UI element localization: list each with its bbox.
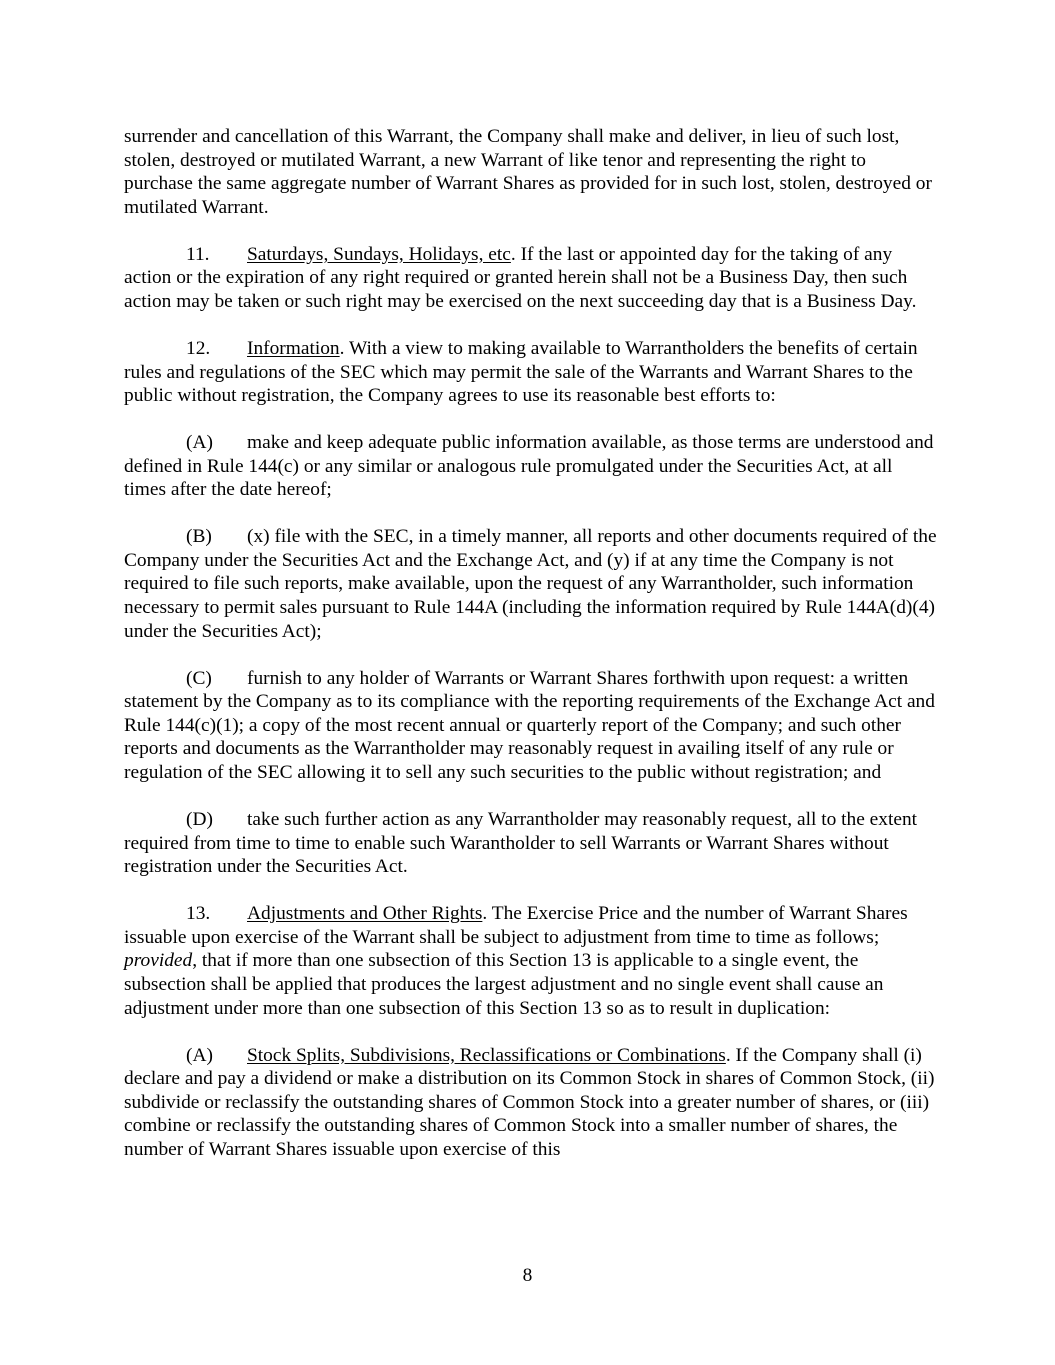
item-label: (B) xyxy=(186,526,212,548)
document-page xyxy=(124,125,939,1185)
section-13-item-a xyxy=(124,1044,939,1162)
section-11 xyxy=(124,243,939,314)
section-12-item-c xyxy=(124,667,939,785)
section-11-heading: Saturdays, Sundays, Holidays, etc xyxy=(247,243,511,265)
item-label: (A) xyxy=(186,432,213,454)
section-12-item-d xyxy=(124,808,939,879)
section-13-number: 13. xyxy=(186,903,211,925)
item-label: (D) xyxy=(186,809,213,830)
section-11-number: 11. xyxy=(186,243,210,265)
section-12-item-b xyxy=(124,525,939,643)
item-text: make and keep adequate public information available, as those terms are understood and defined in Rule 144(c) or any similar or analogous rule promulgated under the Securities Act, at all times after the date hereof; xyxy=(124,432,934,501)
item-text: take such further action as any Warrantholder may reasonably request, all to the extent required from time to time to enable such Warantholder to sell Warrants or Warrant Shares without registration under the Securities Act. xyxy=(124,809,918,878)
continuation-paragraph xyxy=(124,125,939,219)
section-13-text-2: , that if more than one subsection of this Section 13 is applicable to a single event, the subsection shall be applied that produces the largest adjustment and no single event shall cause an adjustment under more than one subsection of this Section 13 so as to result in duplication: xyxy=(124,950,884,1019)
item-label: (A) xyxy=(186,1044,213,1066)
section-13-heading: Adjustments and Other Rights xyxy=(247,903,483,925)
continuation-text: surrender and cancellation of this Warrant, the Company shall make and deliver, in lieu of such lost, stolen, destroyed or mutilated Warrant, a new Warrant of like tenor and representing the right to purchase the same aggregate number of Warrant Shares as provided for in such lost, stolen, destroyed or mutilated Warrant. xyxy=(124,126,932,218)
section-12-number: 12. xyxy=(186,337,211,359)
section-12-item-a xyxy=(124,431,939,502)
section-12-heading: Information xyxy=(247,337,340,359)
section-12 xyxy=(124,337,939,408)
item-label: (C) xyxy=(186,667,212,689)
section-13-a-heading: Stock Splits, Subdivisions, Reclassifications or Combinations xyxy=(247,1044,726,1066)
section-13-text-1: . The Exercise Price and the number of Warrant Shares issuable upon exercise of the Warrant shall be subject to adjustment from time to time as follows; xyxy=(124,903,908,948)
section-13-a-text: . If the Company shall (i) declare and pay a dividend or make a distribution on its Common Stock in shares of Common Stock, (ii) subdivide or reclassify the outstanding shares of Common Stock into a greater number of shares, or (iii) combine or reclassify the outstanding shares of Common Stock into a smaller number of shares, the number of Warrant Shares issuable upon exercise of this xyxy=(124,1044,935,1160)
section-11-text: . If the last or appointed day for the taking of any action or the expiration of any right required or granted herein shall not be a Business Day, then such action may be taken or such right may be exercised on the next succeeding day that is a Business Day. xyxy=(124,243,917,312)
section-12-text: . With a view to making available to Warrantholders the benefits of certain rules and regulations of the SEC which may permit the sale of the Warrants and Warrant Shares to the public without registration, the Company agrees to use its reasonable best efforts to: xyxy=(124,337,918,407)
page-number: 8 xyxy=(522,1265,533,1286)
item-text: furnish to any holder of Warrants or Warrant Shares forthwith upon request: a written statement by the Company as to its compliance with the reporting requirements of the Exchange Act and Rule 144(c)(1); a copy of the most recent annual or quarterly report of the Company; and such other reports and documents as the Warrantholder may reasonably request in availing itself of any rule or regulation of the SEC allowing it to sell any such securities to the public without registration; and xyxy=(124,667,935,784)
section-13-italic: provided xyxy=(124,950,193,972)
section-13 xyxy=(124,902,939,1020)
item-text: (x) file with the SEC, in a timely manner, all reports and other documents required of the Company under the Securities Act and the Exchange Act, and (y) if at any time the Company is not required to file such reports, make available, upon the request of any Warrantholder, such information necessary to permit sales pursuant to Rule 144A (including the information required by Rule 144A(d)(4) under the Securities Act); xyxy=(124,526,937,642)
